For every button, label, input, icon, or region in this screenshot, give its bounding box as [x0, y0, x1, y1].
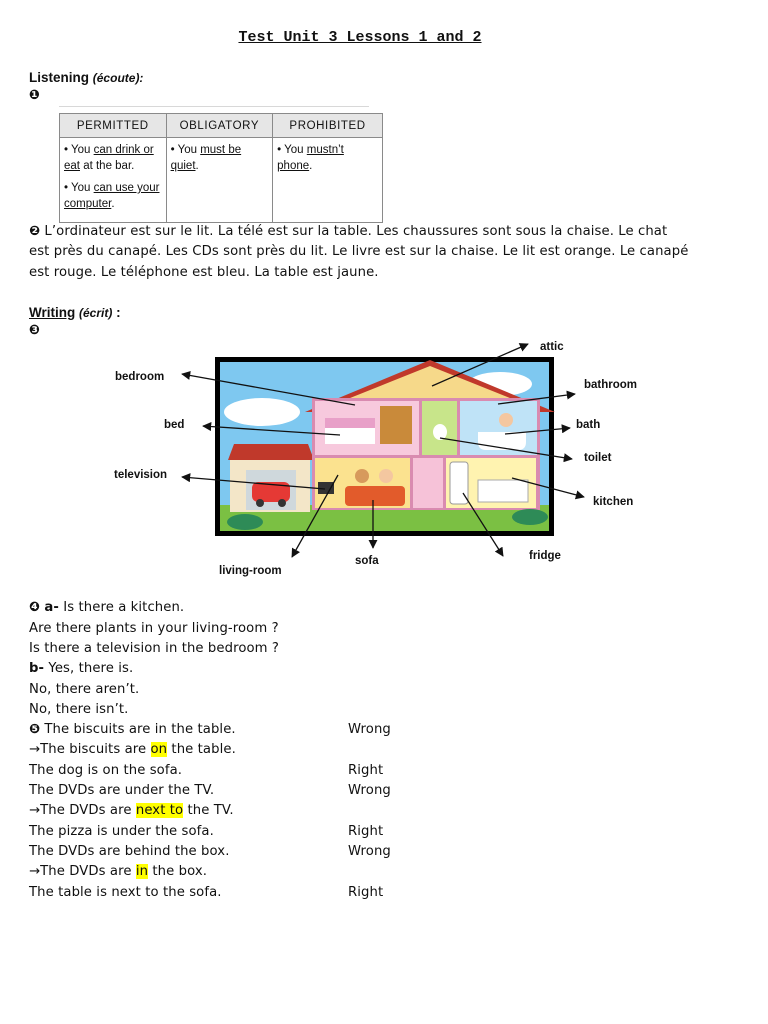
q5-statement: The table is next to the sofa. — [29, 885, 222, 900]
text: • You — [277, 144, 307, 156]
q5-verdict: Right — [348, 763, 384, 778]
prohibited-item — [277, 142, 378, 174]
q4-b-line: No, there isn’t. — [29, 702, 129, 717]
text: the TV. — [183, 803, 234, 818]
bullet-5: ❺ — [29, 722, 41, 737]
q4-b-line — [29, 661, 133, 676]
page-title: Test Unit 3 Lessons 1 and 2 — [238, 29, 482, 46]
writing-sub: (écrit) — [79, 306, 113, 320]
q4-b-label: b- — [29, 661, 45, 676]
text: . — [195, 160, 199, 172]
label-toilet: toilet — [584, 452, 612, 464]
q5-statement: The dog is on the sofa. — [29, 763, 183, 778]
q5-correction — [29, 742, 236, 757]
q5-statement: The DVDs are behind the box. — [29, 844, 230, 859]
label-bath: bath — [576, 419, 601, 431]
obligatory-item — [171, 142, 269, 174]
q5-correction — [29, 864, 207, 879]
label-television: television — [114, 469, 168, 481]
q4-a-line: Are there plants in your living-room ? — [29, 621, 279, 636]
rules-table — [59, 113, 383, 223]
permitted-item — [64, 180, 162, 212]
q4-a-text: Is there a kitchen. — [63, 600, 185, 615]
label-bathroom: bathroom — [584, 379, 638, 391]
q5-verdict: Wrong — [348, 783, 391, 798]
bullet-3: ❸ — [29, 323, 41, 338]
rules-header-row — [60, 114, 383, 138]
rules-body-row — [60, 138, 383, 223]
label-sofa: sofa — [355, 555, 379, 567]
cell-obligatory — [166, 138, 273, 223]
text: • You — [170, 144, 201, 156]
highlighted-word: in — [135, 864, 149, 879]
q4-b-text: Yes, there is. — [48, 661, 134, 676]
q4-a-line: Is there a television in the bedroom ? — [29, 641, 279, 656]
cell-prohibited — [273, 138, 383, 223]
bullet-1: ❶ — [29, 88, 41, 103]
text: →The DVDs are — [29, 864, 136, 879]
text: →The DVDs are — [29, 803, 136, 818]
label-living-room: living-room — [219, 565, 282, 577]
underlined-text: must be quiet — [170, 144, 242, 172]
header-permitted: PERMITTED — [60, 114, 167, 138]
paragraph-line — [29, 224, 667, 239]
q5-row — [29, 722, 236, 737]
text: . — [111, 198, 115, 210]
highlighted-word: on — [150, 742, 168, 757]
text: . — [309, 160, 313, 172]
bullet-4: ❹ — [29, 600, 41, 615]
header-obligatory: OBLIGATORY — [166, 114, 273, 138]
q5-statement: The biscuits are in the table. — [44, 722, 236, 737]
listening-label: Listening — [29, 70, 89, 85]
paragraph-text: L’ordinateur est sur le lit. La télé est sur la table. Les chaussures sont sous la chaise. Le chat — [44, 224, 668, 239]
highlighted-word: next to — [135, 803, 184, 818]
q5-verdict: Right — [348, 885, 384, 900]
underlined-text: can use your computer — [64, 182, 160, 210]
listening-sub: (écoute): — [92, 71, 144, 85]
q5-verdict: Right — [348, 824, 384, 839]
label-bedroom: bedroom — [115, 371, 165, 383]
q5-statement: The DVDs are under the TV. — [29, 783, 215, 798]
text: the table. — [167, 742, 236, 757]
label-fridge: fridge — [529, 550, 561, 562]
underlined-text: mustn’t phone — [277, 144, 344, 172]
q4-a-line — [29, 600, 184, 615]
listening-heading — [29, 70, 143, 85]
label-attic: attic — [540, 341, 564, 353]
underlined-text: can drink or eat — [64, 144, 154, 172]
q5-correction — [29, 803, 234, 818]
paragraph-line: est rouge. Le téléphone est bleu. La table est jaune. — [29, 265, 379, 280]
label-bed: bed — [164, 419, 185, 431]
writing-heading — [29, 305, 121, 320]
text: • You — [64, 144, 94, 156]
writing-colon: : — [116, 305, 121, 320]
label-kitchen: kitchen — [593, 496, 634, 508]
q5-statement: The pizza is under the sofa. — [29, 824, 214, 839]
permitted-item — [64, 142, 162, 174]
table-top-rule — [59, 106, 369, 107]
header-prohibited: PROHIBITED — [273, 114, 383, 138]
text: • You — [64, 182, 94, 194]
q4-a-label: a- — [44, 600, 59, 615]
paragraph-line: est près du canapé. Les CDs sont près du lit. Le livre est sur la chaise. Le lit est orange. Le canapé — [29, 244, 689, 259]
text: at the bar. — [80, 160, 135, 172]
bullet-2: ❷ — [29, 224, 41, 239]
text: the box. — [148, 864, 208, 879]
q5-verdict: Wrong — [348, 722, 391, 737]
q5-verdict: Wrong — [348, 844, 391, 859]
cell-permitted — [60, 138, 167, 223]
q4-b-line: No, there aren’t. — [29, 682, 140, 697]
writing-label: Writing — [29, 305, 76, 320]
text: →The biscuits are — [29, 742, 151, 757]
